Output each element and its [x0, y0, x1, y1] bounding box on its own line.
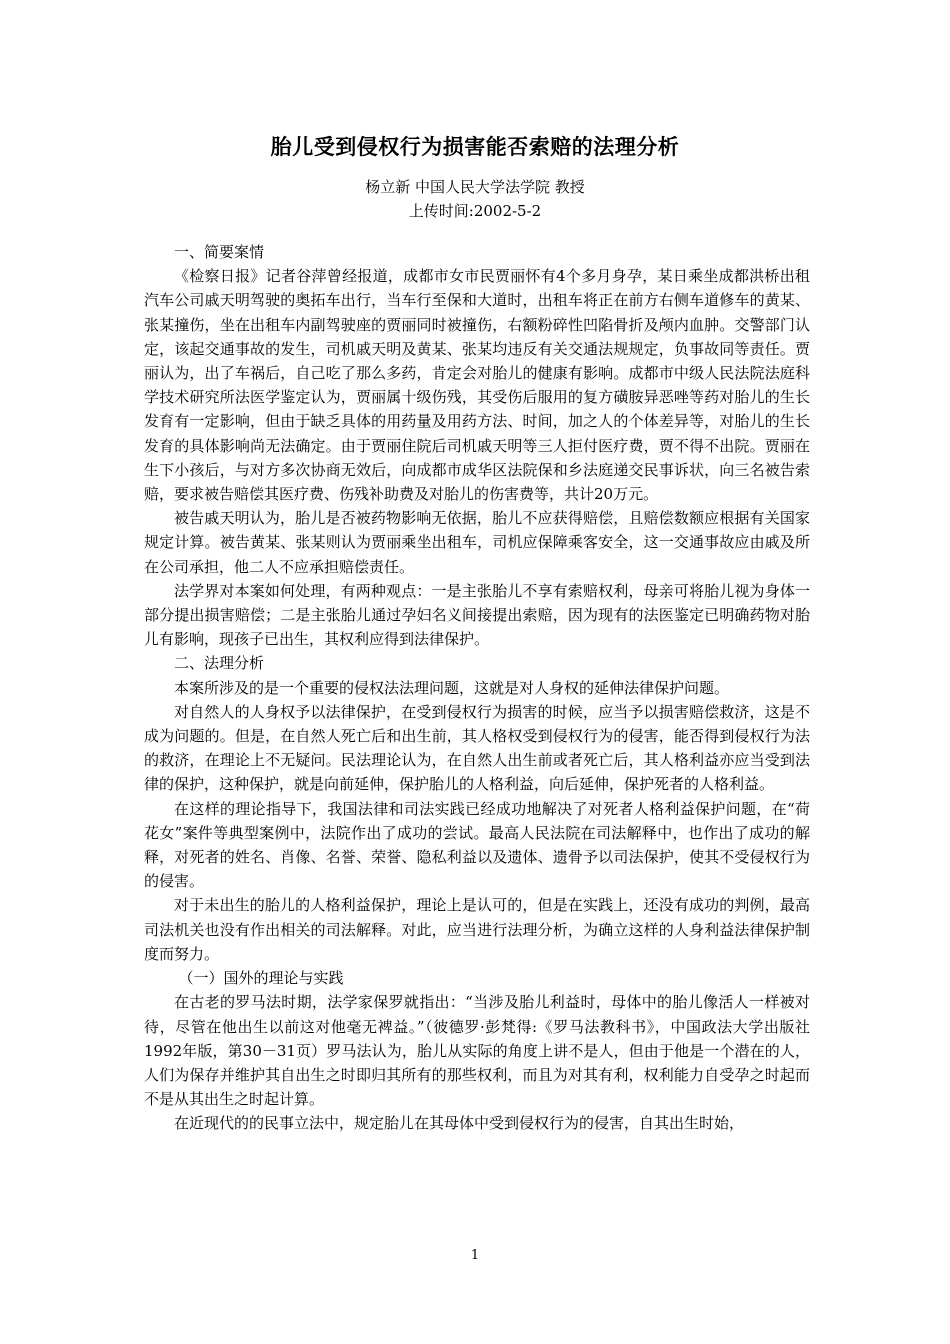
subsection-heading-foreign: （一）国外的理论与实践 — [178, 969, 344, 988]
upload-time: 上传时间:2002-5-2 — [408, 202, 542, 220]
body-paragraph: 在这样的理论指导下，我国法律和司法实践已经成功地解决了对死者人格利益保护问题，在“荷花女”案件等典型案例中，法院作出了成功的尝试。最高人民法院在司法解释中，也作出了成功的解释，对死者的姓名、肖像、名誉、荣誉、隐私利益以及遗体、遗骨予以司法保护，使其不受侵权行为的侵害。 — [144, 799, 810, 891]
document-body — [144, 240, 810, 1136]
body-paragraph: 被告戚天明认为，胎儿是否被药物影响无依据，胎儿不应获得赔偿，且赔偿数额应根据有关国家规定计算。被告黄某、张某则认为贾丽乘坐出租车，司机应保障乘客安全，这一交通事故应由戚及所在公司承担，他二人不应承担赔偿责任。 — [144, 509, 810, 576]
body-paragraph: 对于未出生的胎儿的人格利益保护，理论上是认可的，但是在实践上，还没有成功的判例，最高司法机关也没有作出相关的司法解释。对此，应当进行法理分析，为确立这样的人身利益法律保护制度而努力。 — [144, 896, 810, 963]
body-paragraph: 法学界对本案如何处理，有两种观点：一是主张胎儿不享有索赔权利，母亲可将胎儿视为身体一部分提出损害赔偿；二是主张胎儿通过孕妇名义间接提出索赔，因为现有的法医鉴定已明确药物对胎儿有影响，现孩子已出生，其权利应得到法律保护。 — [144, 581, 810, 649]
body-paragraph: 本案所涉及的是一个重要的侵权法法理问题，这就是对人身权的延伸法律保护问题。 — [174, 678, 730, 697]
body-paragraph: 对自然人的人身权予以法律保护，在受到侵权行为损害的时候，应当予以损害赔偿救济，这是不成为问题的。但是，在自然人死亡后和出生前，其人格权受到侵权行为的侵害，能否得到侵权行为法的救济，在理论上不无疑问。民法理论认为，在自然人出生前或者死亡后，其人格利益亦应当受到法律的保护，这种保护，就是向前延伸，保护胎儿的人格利益，向后延伸，保护死者的人格利益。 — [144, 702, 810, 794]
body-paragraph: 《检察日报》记者谷萍曾经报道，成都市女市民贾丽怀有4个多月身孕，某日乘坐成都洪桥出租汽车公司戚天明驾驶的奥拓车出行，当车行至保和大道时，出租车将正在前方右侧车道修车的黄某、张某撞伤，坐在出租车内副驾驶座的贾丽同时被撞伤，右额粉碎性凹陷骨折及颅内血肿。交警部门认定，该起交通事故的发生，司机戚天明及黄某、张某均违反有关交通法规规定，负事故同等责任。贾丽认为，出了车祸后，自己吃了那么多药，肯定会对胎儿的健康有影响。成都市中级人民法院法庭科学技术研究所法医学鉴定认为，贾丽属十级伤残，其受伤后服用的复方磺胺异恶唑等药对胎儿的生长发育有一定影响，但由于缺乏具体的用药量及用药方法、时间，加之人的个体差异等，对胎儿的生长发育的具体影响尚无法确定。由于贾丽住院后司机戚天明等三人拒付医疗费，贾不得不出院。贾丽在生下小孩后，与对方多次协商无效后，向成都市成华区法院保和乡法庭递交民事诉状，向三名被告索赔，要求被告赔偿其医疗费、伤残补助费及对胎儿的伤害费等，共计20万元。 — [144, 267, 810, 504]
section-heading-analysis: 二、法理分析 — [174, 654, 265, 673]
author-line: 杨立新 中国人民大学法学院 教授 — [365, 178, 585, 196]
document-title: 胎儿受到侵权行为损害能否索赔的法理分析 — [270, 134, 680, 159]
body-paragraph: 在近现代的的民事立法中，规定胎儿在其母体中受到侵权行为的侵害，自其出生时始， — [174, 1114, 745, 1133]
page-number: 1 — [470, 1248, 480, 1263]
section-heading-case: 一、简要案情 — [174, 243, 265, 261]
body-paragraph: 在古老的罗马法时期，法学家保罗就指出：“当涉及胎儿利益时，母体中的胎儿像活人一样被对待，尽管在他出生以前这对他毫无裨益。”（彼德罗·彭梵得:《罗马法教科书》，中国政法大学出版社1992年版，第30－31页）罗马法认为，胎儿从实际的角度上讲不是人，但由于他是一个潜在的人，人们为保存并维护其自出生之时即归其所有的那些权利，而且为对其有利，权利能力自受孕之时起而不是从其出生之时起计算。 — [144, 993, 810, 1109]
